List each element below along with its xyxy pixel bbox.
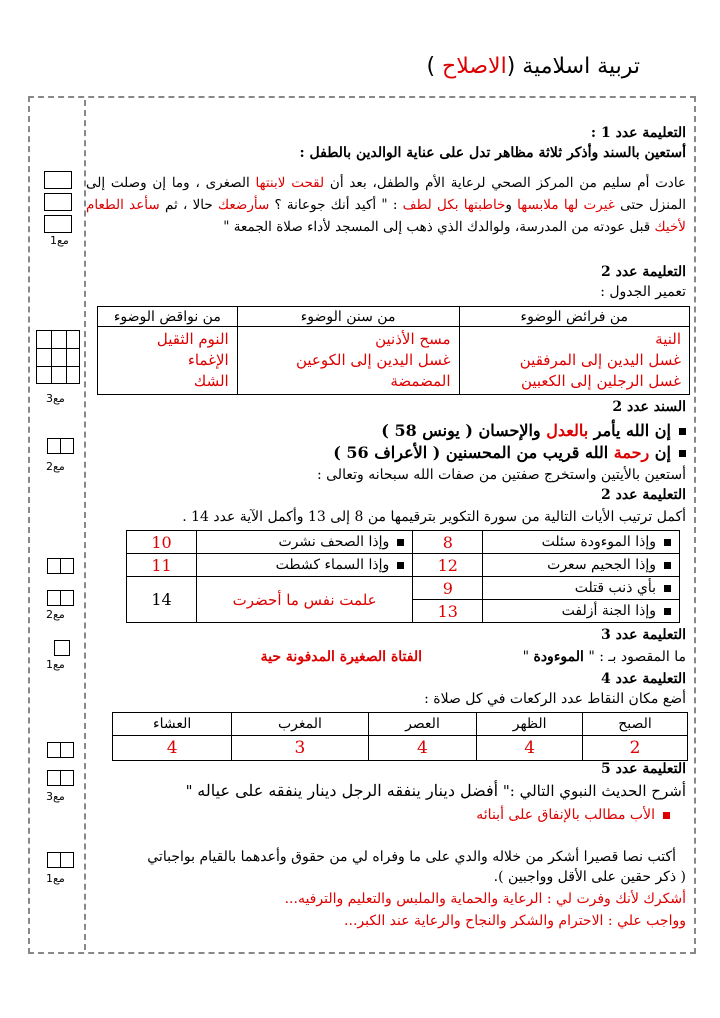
verse-cell: وإذا الجحيم سعرت (483, 554, 680, 577)
grade-box[interactable] (47, 438, 73, 454)
criterion-label: مع2 (46, 460, 65, 473)
verse-number: 12 (413, 554, 483, 577)
verse-number: 14 (127, 577, 197, 623)
criterion-label: مع2 (46, 608, 65, 621)
verse-cell: وإذا الصحف نشرت (197, 531, 413, 554)
section-heading: التعليمة عدد 4 (600, 671, 686, 687)
table-cell: 2 (583, 736, 688, 761)
criterion-label: مع1 (46, 658, 65, 671)
answer-line: أشكرك لأنك وفرت لي : الرعاية والحماية والملبس والتعليم والترفيه... (284, 891, 686, 907)
section-heading: التعليمة عدد 5 (600, 761, 686, 777)
table-cell: النية غسل اليدين إلى المرفقين غسل الرجلين إلى الكعبين (459, 327, 690, 395)
table-cell: 4 (368, 736, 477, 761)
instruction: تعمير الجدول : (600, 284, 686, 300)
question: أشرح الحديث النبوي التالي :" أفضل دينار ينفقه الرجل دينار ينفقه على عياله " (185, 781, 686, 800)
verse-order-table (126, 530, 680, 623)
verse-cell: وإذا الجنة أزلفت (483, 600, 680, 623)
verse-number: 11 (127, 554, 197, 577)
criterion-label: مع3 (46, 392, 65, 405)
verse-cell: وإذا الموءودة سئلت (483, 531, 680, 554)
table-cell: 4 (113, 736, 232, 761)
verse: إن رحمة الله قريب من المحسنين ( الأعراف 56 ) (333, 444, 686, 462)
instruction: أستعين بالسند وأذكر ثلاثة مظاهر تدل على عناية الوالدين بالطفل : (299, 145, 686, 161)
section-heading: التعليمة عدد 2 (600, 487, 686, 503)
grade-box[interactable] (44, 193, 72, 211)
criterion-label: مع3 (46, 790, 65, 803)
verse-number: 9 (413, 577, 483, 600)
table-cell: النوم الثقيل الإغماء الشك (98, 327, 238, 395)
instruction: أكتب نصا قصيرا أشكر من خلاله والدي على ما وفراه لي من حقوق وأعدهما بالقيام بواجباتي (147, 849, 676, 865)
grade-box[interactable] (44, 171, 72, 189)
verse: إن الله يأمر بالعدل والإحسان ( يونس 58 ) (381, 422, 686, 440)
verse-number: 13 (413, 600, 483, 623)
grade-box[interactable] (47, 558, 73, 574)
passage: عادت أم سليم من المركز الصحي لرعاية الأم والطفل، بعد أن لقحت لابنتها الصغرى ، وما إن وصلت إلى المنزل حتى غيرت لها ملابسها وخاطبتها بكل لطف : " أكيد أنك جوعانة ؟ سأرضعك حالا ، ثم سأعد الطعام لأخيك قبل عودته من المدرسة، ولوالدك الذي ذهب إلى المسجد لأداء صلاة الجمعة " (86, 175, 686, 235)
table-cell: 3 (232, 736, 368, 761)
page-title: تربية اسلامية (الاصلاح ) (426, 54, 640, 79)
table-header: من فرائض الوضوء (459, 307, 690, 327)
answer: الأب مطالب بالإنفاق على أبنائه (476, 806, 670, 824)
grade-box[interactable] (47, 742, 73, 758)
wudu-table (97, 306, 690, 395)
grade-box[interactable] (47, 852, 73, 868)
verse-cell: وإذا السماء كشطت (197, 554, 413, 577)
verse-cell: بأي ذنب قتلت (483, 577, 680, 600)
answer-line: وواجب علي : الاحترام والشكر والنجاح والرعاية عند الكبر... (344, 913, 686, 929)
answer: الفتاة الصغيرة المدفونة حية (260, 649, 422, 665)
grade-box[interactable] (54, 640, 70, 656)
grade-box[interactable] (47, 590, 73, 606)
table-header: الصبح (583, 713, 688, 736)
instruction: أكمل ترتيب الأيات التالية من سورة التكوير بترقيمها من 8 إلى 13 وأكمل الآية عدد 14 . (182, 509, 686, 525)
instruction: ( ذكر حقين على الأقل وواجبين ). (493, 869, 686, 885)
grade-box[interactable] (44, 215, 72, 233)
table-header: الظهر (477, 713, 583, 736)
table-cell: مسح الأذنين غسل اليدين إلى الكوعين المضمضة (237, 327, 459, 395)
table-header: العشاء (113, 713, 232, 736)
grade-box[interactable] (47, 770, 73, 786)
verse-number: 8 (413, 531, 483, 554)
instruction: أستعين بالأيتين واستخرج صفتين من صفات الله سبحانه وتعالى : (316, 467, 686, 483)
table-header: المغرب (232, 713, 368, 736)
section-heading: السند عدد 2 (612, 399, 686, 415)
section-heading: التعليمة عدد 2 (600, 264, 686, 280)
grade-grid[interactable] (36, 330, 80, 384)
section-heading: التعليمة عدد 1 : (590, 125, 686, 141)
table-header: من نواقض الوضوء (98, 307, 238, 327)
table-cell: 4 (477, 736, 583, 761)
section-heading: التعليمة عدد 3 (600, 627, 686, 643)
criterion-label: مع1 (46, 872, 65, 885)
verse-number: 10 (127, 531, 197, 554)
answer-cell: علمت نفس ما أحضرت (197, 577, 413, 623)
prayer-table (112, 712, 688, 761)
question: ما المقصود بـ : " الموءودة " (522, 649, 686, 665)
instruction: أضع مكان النقاط عدد الركعات في كل صلاة : (424, 691, 686, 707)
table-header: العصر (368, 713, 477, 736)
criterion-label: مع1 (50, 234, 69, 247)
table-header: من سنن الوضوء (237, 307, 459, 327)
